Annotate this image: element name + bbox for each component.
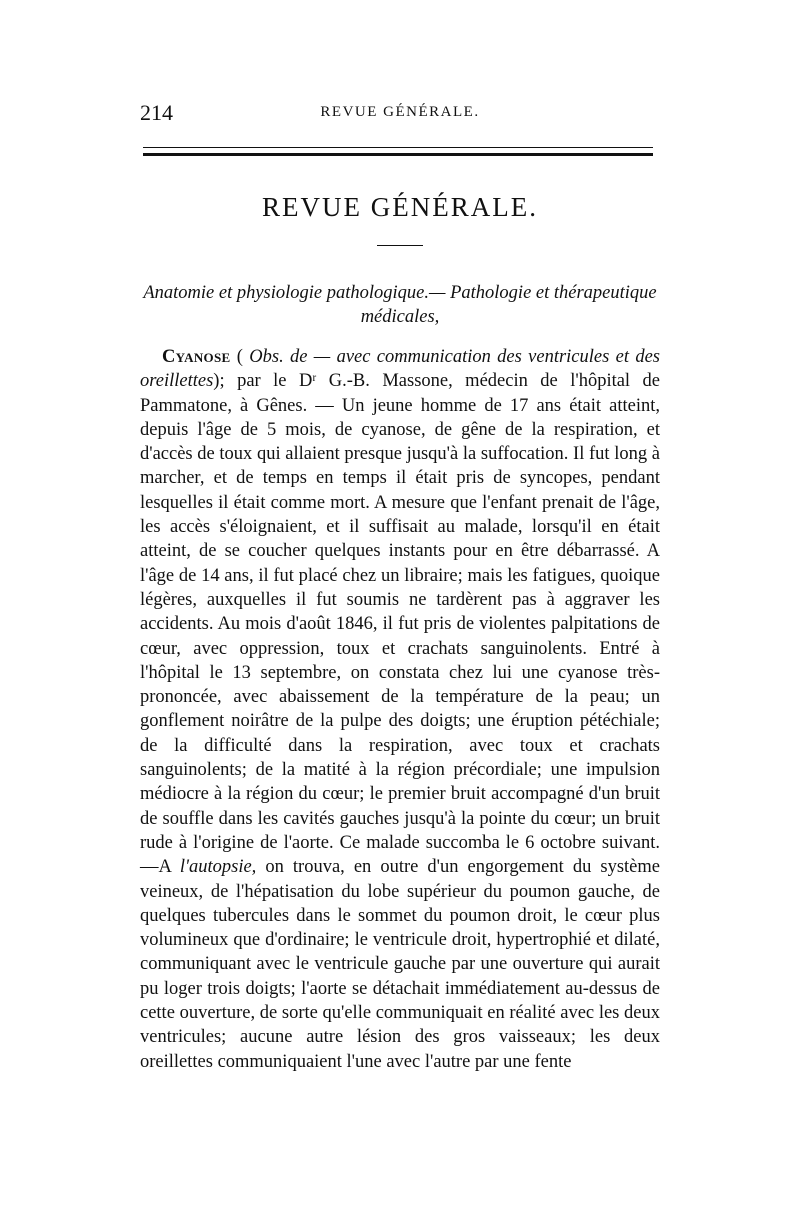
article-keyword: Cyanose bbox=[162, 347, 231, 367]
article-title-close: ); bbox=[213, 371, 225, 392]
autopsy-term: l'autopsie, bbox=[179, 857, 257, 878]
article-title: Obs. de — avec communication des ventricules et des oreillettes bbox=[140, 347, 660, 392]
header-rule-thick bbox=[143, 153, 653, 156]
section-divider bbox=[377, 245, 423, 246]
header-rule-thin bbox=[143, 147, 653, 148]
section-title: REVUE GÉNÉRALE. bbox=[262, 192, 538, 222]
article-title-open: ( bbox=[230, 347, 250, 367]
running-head bbox=[140, 100, 660, 128]
section-subheading: Anatomie et physiologie pathologique.— Pathologie et thérapeutique médicales, bbox=[143, 283, 657, 327]
running-title: REVUE GÉNÉRALE. bbox=[320, 104, 480, 120]
page-number: 214 bbox=[140, 100, 173, 125]
article-text-part2: on trouva, en outre d'un engorgement du système veineux, de l'hépatisation du lobe supérieur du poumon gauche, de quelques tubercules dans le sommet du poumon droit, le cœur plus volumineux que d'ordinaire; le ventricule droit, hypertrophié et dilaté, communiquant avec le ventricule gauche par une ouverture qui aurait pu loger trois doigts; l'aorte se détachait immédiatement au-dessus de cette ouverture, de sorte qu'elle communiquait en réalité avec les deux ventricules; aucune autre lésion des gros vaisseaux; les deux oreillettes communiquaient l'une avec l'autre par une fente bbox=[140, 857, 660, 1072]
article-body bbox=[140, 345, 660, 1074]
article-text-part1: par le Dʳ G.-B. Massone, médecin de l'hôpital de Pammatone, à Gênes. — Un jeune homme de 17 ans était atteint, depuis l'âge de 5 mois, de cyanose, de gêne de la respiration, et d'accès de toux qui allaient presque jusqu'à la suffocation. Il fut long à marcher, et de temps en temps il était pris de syncopes, pendant lesquelles il était comme mort. A mesure que l'enfant prenait de l'âge, les accès s'éloignaient, et il suffisait au malade, lorsqu'il en était atteint, de se coucher quelques instants pour en être débarrassé. A l'âge de 14 ans, il fut placé chez un libraire; mais les fatigues, quoique légères, auxquelles il fut soumis ne tardèrent pas à aggraver les accidents. Au mois d'août 1846, il fut pris de violentes palpitations de cœur, avec oppression, toux et crachats sanguinolents. Entré à l'hôpital le 13 septembre, on constata chez lui une cyanose très-prononcée, avec abaissement de la température de la peau; un gonflement noirâtre de la pulpe des doigts; une éruption pétéchiale; de la difficulté dans la respiration, avec toux et crachats sanguinolents; de la matité à la région précordiale; une impulsion médiocre à la région du cœur; le premier bruit accompagné d'un bruit de souffle dans les cavités gauches jusqu'à la pointe du cœur; un bruit rude à l'origine de l'aorte. Ce malade succomba le 6 octobre suivant.—A bbox=[140, 371, 660, 878]
